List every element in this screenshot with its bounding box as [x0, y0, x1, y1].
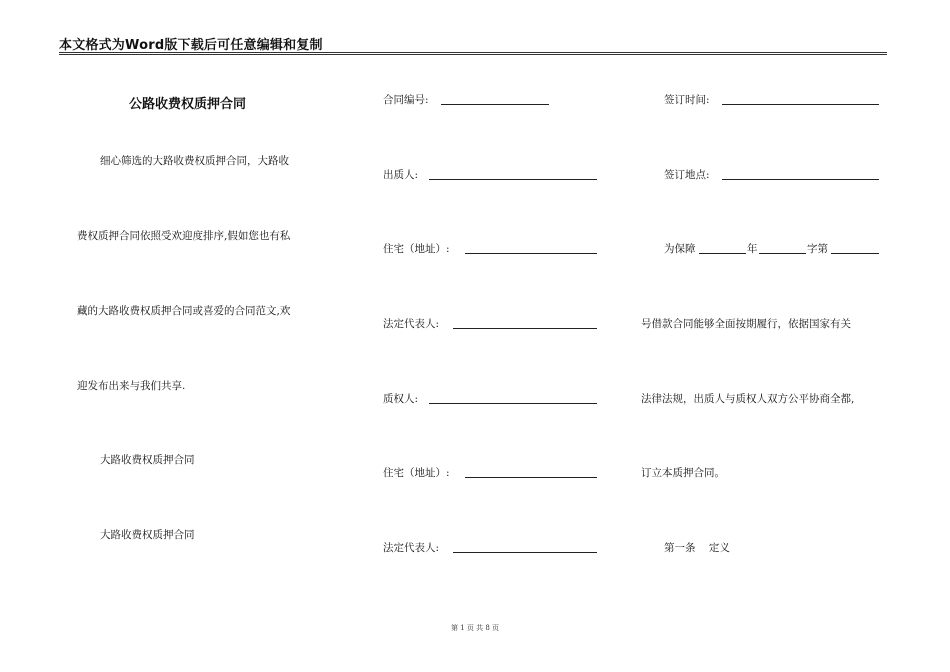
sign-place-label: 签订地点: [664, 169, 710, 181]
contract-title: 公路收费权质押合同 [129, 97, 247, 112]
pledgee-blank [429, 403, 597, 404]
pledgor-blank [429, 179, 597, 180]
guarantee-blank-2 [759, 253, 806, 254]
related-contract-link-2[interactable]: 大路收费权质押合同 [100, 529, 195, 541]
pledgor-address-label: 住宅（地址）: [383, 243, 450, 255]
header-divider [59, 52, 887, 55]
pledgor-representative-blank [453, 328, 597, 329]
sign-place-blank [722, 179, 879, 180]
intro-line-1: 细心筛选的大路收费权质押合同，大路收 [100, 155, 289, 167]
guarantee-prefix: 为保障 [664, 243, 696, 255]
related-contract-link-1[interactable]: 大路收费权质押合同 [100, 454, 195, 466]
pledgee-label: 质权人: [383, 393, 419, 405]
pledgor-label: 出质人: [383, 169, 419, 181]
pledgee-address-label: 住宅（地址）: [383, 467, 450, 479]
intro-line-3: 藏的大路收费权质押合同或喜爱的合同范文,欢 [77, 305, 291, 317]
pledgor-address-blank [465, 253, 597, 254]
sign-time-label: 签订时间: [664, 94, 710, 106]
intro-line-2: 费权质押合同依照受欢迎度排序,假如您也有私 [77, 230, 291, 242]
contract-number-blank [441, 104, 549, 105]
sign-time-blank [722, 104, 879, 105]
body-line-1: 号借款合同能够全面按期履行，依据国家有关 [641, 318, 851, 330]
guarantee-number-word: 字第 [807, 243, 828, 255]
article-one-heading: 第一条 定义 [664, 542, 730, 554]
pledgee-representative-blank [453, 552, 597, 553]
pledgee-representative-label: 法定代表人: [383, 542, 440, 554]
guarantee-year-word: 年 [747, 243, 758, 255]
contract-number-label: 合同编号: [383, 94, 429, 106]
body-line-3: 订立本质押合同。 [641, 467, 725, 479]
page-number: 第 1 页 共 8 页 [450, 624, 500, 632]
guarantee-blank-1 [699, 253, 746, 254]
pledgor-representative-label: 法定代表人: [383, 318, 440, 330]
body-line-2: 法律法规，出质人与质权人双方公平协商全都, [641, 393, 855, 405]
guarantee-blank-3 [831, 253, 879, 254]
document-header-title: 本文格式为Word版下载后可任意编辑和复制 [59, 38, 323, 53]
pledgee-address-blank [465, 477, 597, 478]
intro-line-4: 迎发布出来与我们共享. [77, 380, 186, 392]
